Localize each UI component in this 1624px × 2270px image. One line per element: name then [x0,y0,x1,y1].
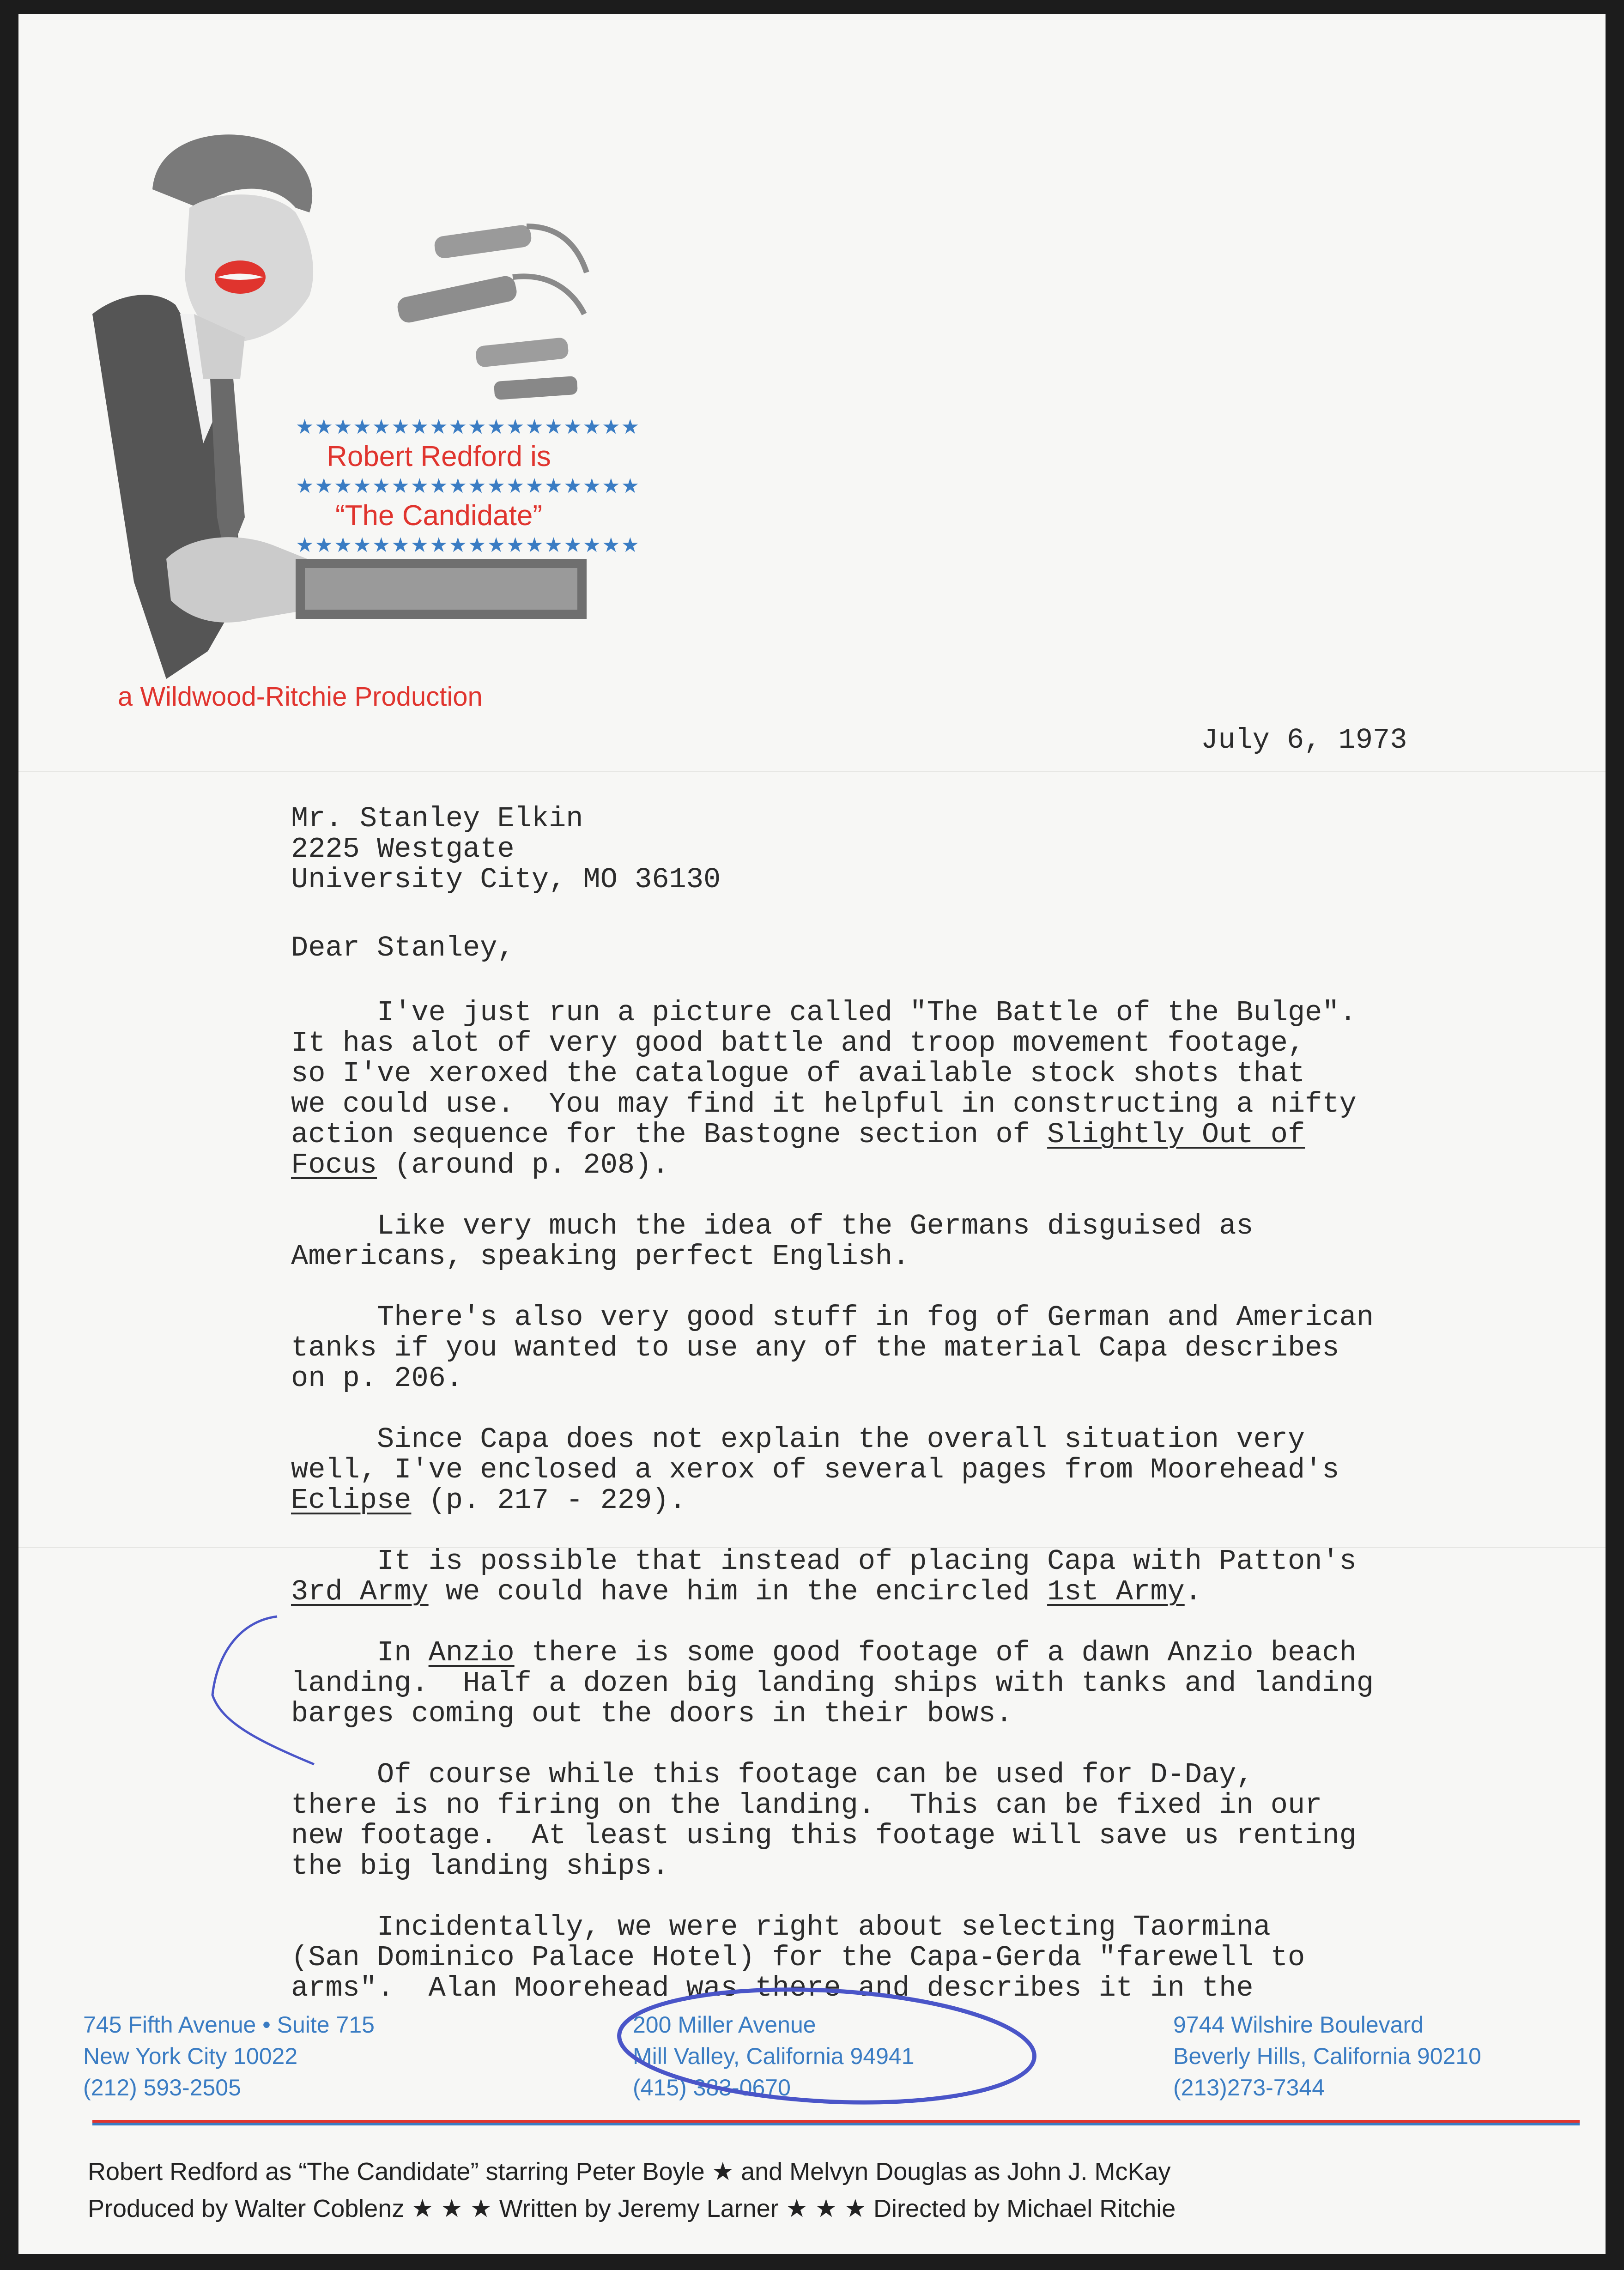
letter-body [291,998,1374,2004]
body-line [291,1638,1374,1668]
film-credits-line-2: Produced by Walter Coblenz ★ ★ ★ Written by Jeremy Larner ★ ★ ★ Directed by Michael Ritchie [88,2195,1176,2222]
body-line [291,1150,1374,1180]
microphones-icon [396,224,587,400]
body-line: Of course while this footage can be used for D-Day, [291,1758,1254,1791]
body-text: (around p. 208). [377,1149,669,1181]
body-line: so I've xeroxed the catalogue of available stock shots that [291,1057,1305,1090]
body-line: Like very much the idea of the Germans disguised as [291,1210,1254,1242]
office-city: Beverly Hills, California 90210 [1173,2043,1481,2069]
star-row: ★★★★★★★★★★★★★★★★★★ [296,534,641,557]
office-phone: (212) 593-2505 [83,2075,241,2101]
star-row: ★★★★★★★★★★★★★★★★★★ [296,475,641,497]
body-line: landing. Half a dozen big landing ships with tanks and landing [291,1667,1374,1700]
body-text: (p. 217 - 229). [411,1484,686,1517]
candidate-portrait-illustration [79,120,641,688]
body-line: I've just run a picture called "The Battle of the Bulge". [291,996,1357,1029]
body-text: In [291,1636,429,1669]
slogan-line-1: Robert Redford is [327,441,551,472]
recipient-name: Mr. Stanley Elkin [291,802,583,835]
recipient-address [291,804,721,895]
book-title-underlined: Focus [291,1149,377,1181]
fold-line [18,771,1606,772]
office-street: 745 Fifth Avenue • Suite 715 [83,2012,375,2038]
slogan-block [296,416,641,557]
body-line: Americans, speaking perfect English. [291,1240,910,1273]
office-city: New York City 10022 [83,2043,298,2069]
production-credit: a Wildwood-Ritchie Production [118,682,483,712]
body-line: on p. 206. [291,1362,463,1395]
body-line: It is possible that instead of placing Capa with Patton's [291,1545,1357,1578]
salutation: Dear Stanley, [291,932,515,964]
body-text: action sequence for the Bastogne section of [291,1118,1048,1151]
office-mill-valley [633,2009,915,2103]
body-line: There's also very good stuff in fog of German and American [291,1301,1374,1334]
body-line: barges coming out the doors in their bows. [291,1697,1013,1730]
slogan-line-2: “The Candidate” [335,500,543,532]
blue-rule [92,2123,1580,2125]
office-city: Mill Valley, California 94941 [633,2043,915,2069]
body-text: we could have him in the encircled [428,1575,1048,1608]
body-text: . [1184,1575,1202,1608]
office-new-york [83,2009,375,2103]
book-title-underlined: Eclipse [291,1484,412,1517]
office-phone: (213)273-7344 [1173,2075,1325,2101]
body-line: It has alot of very good battle and troop movement footage, [291,1027,1305,1059]
body-line: (San Dominico Palace Hotel) for the Capa-Gerda "farewell to [291,1941,1305,1974]
body-line: tanks if you wanted to use any of the material Capa describes [291,1332,1339,1364]
body-line [291,1120,1374,1150]
underlined-term: 3rd Army [291,1575,429,1608]
underlined-term: 1st Army [1047,1575,1185,1608]
office-phone: (415) 383-0670 [633,2075,791,2101]
film-credits-line-1: Robert Redford as “The Candidate” starring Peter Boyle ★ and Melvyn Douglas as John J. McKay [88,2158,1171,2185]
footer-rule [92,2120,1580,2125]
body-line: Since Capa does not explain the overall situation very [291,1423,1305,1456]
office-street: 9744 Wilshire Boulevard [1173,2012,1424,2038]
body-line: well, I've enclosed a xerox of several pages from Moorehead's [291,1453,1339,1486]
star-row: ★★★★★★★★★★★★★★★★★★ [296,416,641,438]
book-title-underlined: Slightly Out of [1047,1118,1305,1151]
body-line: the big landing ships. [291,1850,669,1883]
body-line: we could use. You may find it helpful in constructing a nifty [291,1088,1357,1120]
office-beverly-hills [1173,2009,1481,2103]
letter-date: July 6, 1973 [1201,724,1407,757]
body-line: arms". Alan Moorehead was there and describes it in the [291,1972,1254,2004]
office-street: 200 Miller Avenue [633,2012,816,2038]
body-line: new footage. At least using this footage will save us renting [291,1819,1357,1852]
body-line: there is no firing on the landing. This can be fixed in our [291,1789,1322,1822]
letter-page [18,14,1606,2254]
body-line [291,1485,1374,1516]
body-text: there is some good footage of a dawn Anzio beach [514,1636,1357,1669]
film-title-underlined: Anzio [428,1636,515,1669]
recipient-street: 2225 Westgate [291,833,515,866]
body-line: Incidentally, we were right about selecting Taormina [291,1911,1271,1943]
recipient-city: University City, MO 36130 [291,863,721,896]
body-line [291,1577,1374,1607]
